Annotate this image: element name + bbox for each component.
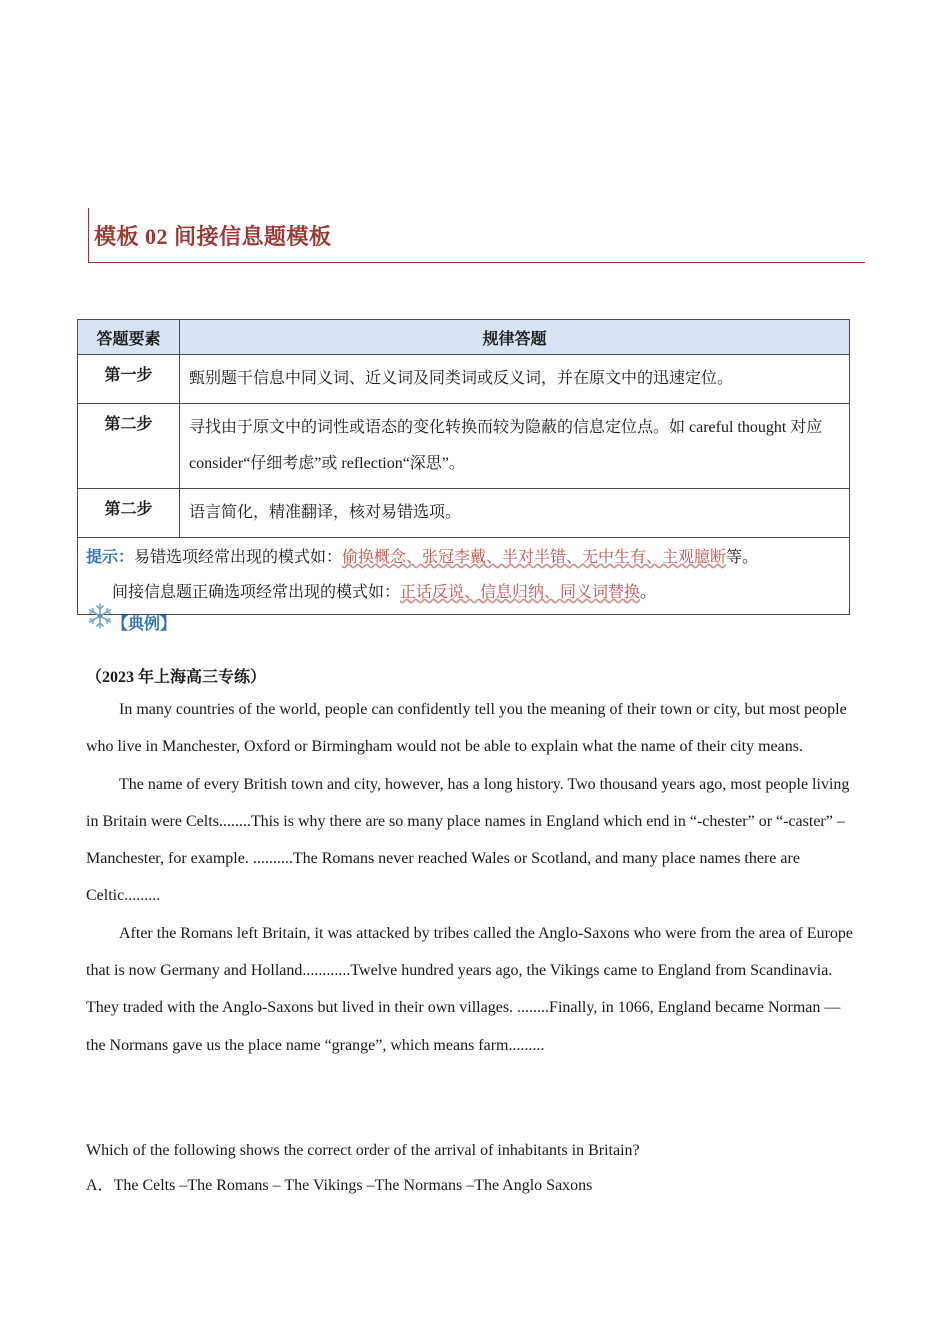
- header-rule: 规律答题: [180, 320, 850, 355]
- passage-paragraph: After the Romans left Britain, it was attacked by tribes called the Anglo-Saxons who were from the area of Europe that is now Germany and Holland............Twelve hundred years ago, the Vikings came to England from Scandinavia. They traded with the Anglo-Saxons but lived in their own villages. ........Finally, in 1066, England became Norman — the Normans gave us the place name “grange”, which means farm.........: [86, 924, 853, 1054]
- passage-paragraph: In many countries of the world, people can confidently tell you the meaning of their town or city, but most people who live in Manchester, Oxford or Birmingham would not be able to explain what the name of their city means.: [86, 701, 847, 756]
- option-text: The Celts –The Romans – The Vikings –The Normans –The Anglo Saxons: [113, 1177, 593, 1194]
- example-label: 【典例】: [112, 616, 177, 633]
- tip-cell: [78, 538, 850, 615]
- tip-label: 提示：: [86, 549, 135, 566]
- step-label: 第二步: [78, 489, 180, 538]
- step-label: 第二步: [78, 404, 180, 489]
- step-text: 甄别题干信息中同义词、近义词及同类词或反义词，并在原文中的迅速定位。: [180, 355, 850, 404]
- step-text: 寻找由于原文中的词性或语态的变化转换而较为隐蔽的信息定位点。如 careful thought 对应 consider“仔细考虑”或 reflection“深思”。: [180, 404, 850, 489]
- rules-table: [77, 319, 850, 615]
- question-text: Which of the following shows the correct order of the arrival of inhabitants in Britain?: [86, 1142, 640, 1159]
- reading-passage: [86, 691, 856, 1064]
- tip-line1-suffix: 等。: [726, 549, 759, 566]
- tip-line-1: [86, 540, 841, 575]
- option-a: [86, 1168, 866, 1203]
- question-block: [86, 1133, 866, 1203]
- snowflake-icon: [86, 602, 114, 630]
- heading-frame: [88, 208, 865, 263]
- tip-row: [78, 538, 850, 615]
- tip-line1-prefix: 易错选项经常出现的模式如：: [134, 549, 343, 566]
- table-row: [78, 489, 850, 538]
- table-row: [78, 404, 850, 489]
- passage-paragraph: The name of every British town and city, however, has a long history. Two thousand years ago, most people living in Britain were Celts........This is why there are so many place names in England which end in “-chester” or “-caster” –Manchester, for example. ..........The Romans never reached Wales or Scotland, and many place names there are Celtic.........: [86, 775, 850, 905]
- tip-line2-red: 正话反说、信息归纳、同义词替换: [400, 584, 641, 601]
- step-text: 语言简化，精准翻译，核对易错选项。: [180, 489, 850, 538]
- tip-line2-prefix: 间接信息题正确选项经常出现的模式如：: [112, 584, 401, 601]
- option-letter: A．: [86, 1177, 114, 1194]
- tip-line1-red: 偷换概念、张冠李戴、半对半错、无中生有、主观臆断: [342, 549, 727, 566]
- example-source: （2023 年上海高三专练）: [86, 669, 267, 686]
- table-row: [78, 355, 850, 404]
- table-header-row: [78, 320, 850, 355]
- tip-line-2: [86, 575, 841, 610]
- step-label: 第一步: [78, 355, 180, 404]
- header-element: 答题要素: [78, 320, 180, 355]
- page-title: 模板 02 间接信息题模板: [94, 224, 332, 249]
- tip-line2-suffix: 。: [640, 584, 657, 601]
